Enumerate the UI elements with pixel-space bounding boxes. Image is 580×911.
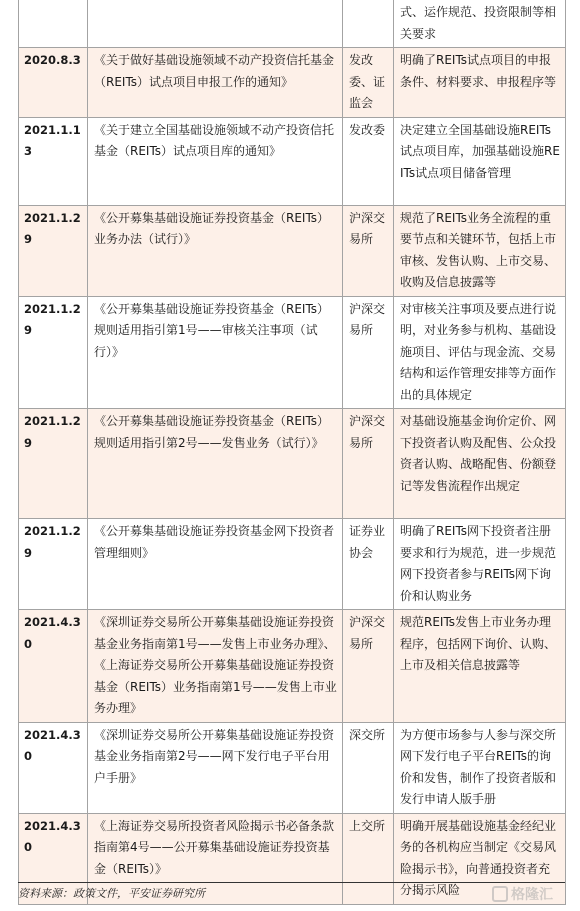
date-cell: 2021.4.30 xyxy=(19,722,88,813)
content-cell: 式、运作规范、投资限制等相关要求 xyxy=(394,0,566,48)
content-cell: 明确开展基础设施基金经纪业务的各机构应当制定《交易风险揭示书》，向普通投资者充分揭示风险 xyxy=(394,813,566,904)
table-row xyxy=(19,409,566,519)
watermark xyxy=(492,881,566,907)
date-cell: 2021.1.29 xyxy=(19,519,88,610)
content-cell: 规范了REITs业务全流程的重要节点和关键环节，包括上市审核、发售认购、上市交易、收购及信息披露等 xyxy=(394,205,566,296)
date-cell: 2021.4.30 xyxy=(19,813,88,904)
table-row xyxy=(19,722,566,813)
policy-table-container xyxy=(18,0,565,905)
issuer-cell: 发改委 xyxy=(343,117,394,205)
date-cell: 2021.1.13 xyxy=(19,117,88,205)
footer-divider xyxy=(18,882,565,883)
issuer-cell: 沪深交易所 xyxy=(343,296,394,409)
content-cell: 明确了REITs网下投资者注册要求和行为规范，进一步规范网下投资者参与REITs网下询价和认购业务 xyxy=(394,519,566,610)
table-row xyxy=(19,0,566,48)
document-cell: 《公开募集基础设施证券投资基金（REITs）规则适用指引第2号——发售业务（试行）》 xyxy=(88,409,343,519)
issuer-cell: 沪深交易所 xyxy=(343,409,394,519)
table-row xyxy=(19,117,566,205)
content-cell: 对基础设施基金询价定价、网下投资者认购及配售、公众投资者认购、战略配售、份额登记等发售流程作出规定 xyxy=(394,409,566,519)
table-row xyxy=(19,610,566,723)
policy-table xyxy=(18,0,566,905)
document-cell: 《公开募集基础设施证券投资基金（REITs）业务办法（试行）》 xyxy=(88,205,343,296)
date-cell: 2021.4.30 xyxy=(19,610,88,723)
issuer-cell: 深交所 xyxy=(343,722,394,813)
date-cell: 2021.1.29 xyxy=(19,296,88,409)
date-cell: 2021.1.29 xyxy=(19,409,88,519)
document-cell xyxy=(88,0,343,48)
issuer-cell: 发改委、证监会 xyxy=(343,48,394,118)
document-cell: 《公开募集基础设施证券投资基金（REITs）规则适用指引第1号——审核关注事项（试行）》 xyxy=(88,296,343,409)
table-row xyxy=(19,296,566,409)
content-cell: 对审核关注事项及要点进行说明，对业务参与机构、基础设施项目、评估与现金流、交易结构和运作管理安排等方面作出的具体规定 xyxy=(394,296,566,409)
issuer-cell: 沪深交易所 xyxy=(343,205,394,296)
document-cell: 《深圳证券交易所公开募集基础设施证券投资基金业务指南第2号——网下发行电子平台用户手册》 xyxy=(88,722,343,813)
date-cell: 2021.1.29 xyxy=(19,205,88,296)
content-cell: 决定建立全国基础设施REITs试点项目库，加强基础设施REITs试点项目储备管理 xyxy=(394,117,566,205)
content-cell: 规范REITs发售上市业务办理程序，包括网下询价、认购、上市及相关信息披露等 xyxy=(394,610,566,723)
table-row xyxy=(19,519,566,610)
document-cell: 《关于建立全国基础设施领域不动产投资信托基金（REITs）试点项目库的通知》 xyxy=(88,117,343,205)
gelonghui-logo-icon xyxy=(492,886,508,902)
issuer-cell xyxy=(343,0,394,48)
document-cell: 《公开募集基础设施证券投资基金网下投资者管理细则》 xyxy=(88,519,343,610)
date-cell xyxy=(19,0,88,48)
date-cell: 2020.8.3 xyxy=(19,48,88,118)
table-row xyxy=(19,48,566,118)
source-note: 资料来源：政策文件，平安证券研究所 xyxy=(18,887,205,900)
document-cell: 《深圳证券交易所公开募集基础设施证券投资基金业务指南第1号——发售上市业务办理》、《上海证券交易所公开募集基础设施证券投资基金（REITs）业务指南第1号——发售上市业务办理》 xyxy=(88,610,343,723)
document-cell: 《上海证券交易所投资者风险揭示书必备条款指南第4号——公开募集基础设施证券投资基金（REITs）》 xyxy=(88,813,343,904)
watermark-text: 格隆汇 xyxy=(511,887,553,903)
document-cell: 《关于做好基础设施领域不动产投资信托基金（REITs）试点项目申报工作的通知》 xyxy=(88,48,343,118)
content-cell: 明确了REITs试点项目的申报条件、材料要求、申报程序等 xyxy=(394,48,566,118)
content-cell: 为方便市场参与人参与深交所网下发行电子平台REITs的询价和发售，制作了投资者版和发行申请人版手册 xyxy=(394,722,566,813)
table-row xyxy=(19,205,566,296)
issuer-cell: 证券业协会 xyxy=(343,519,394,610)
issuer-cell: 上交所 xyxy=(343,813,394,904)
issuer-cell: 沪深交易所 xyxy=(343,610,394,723)
